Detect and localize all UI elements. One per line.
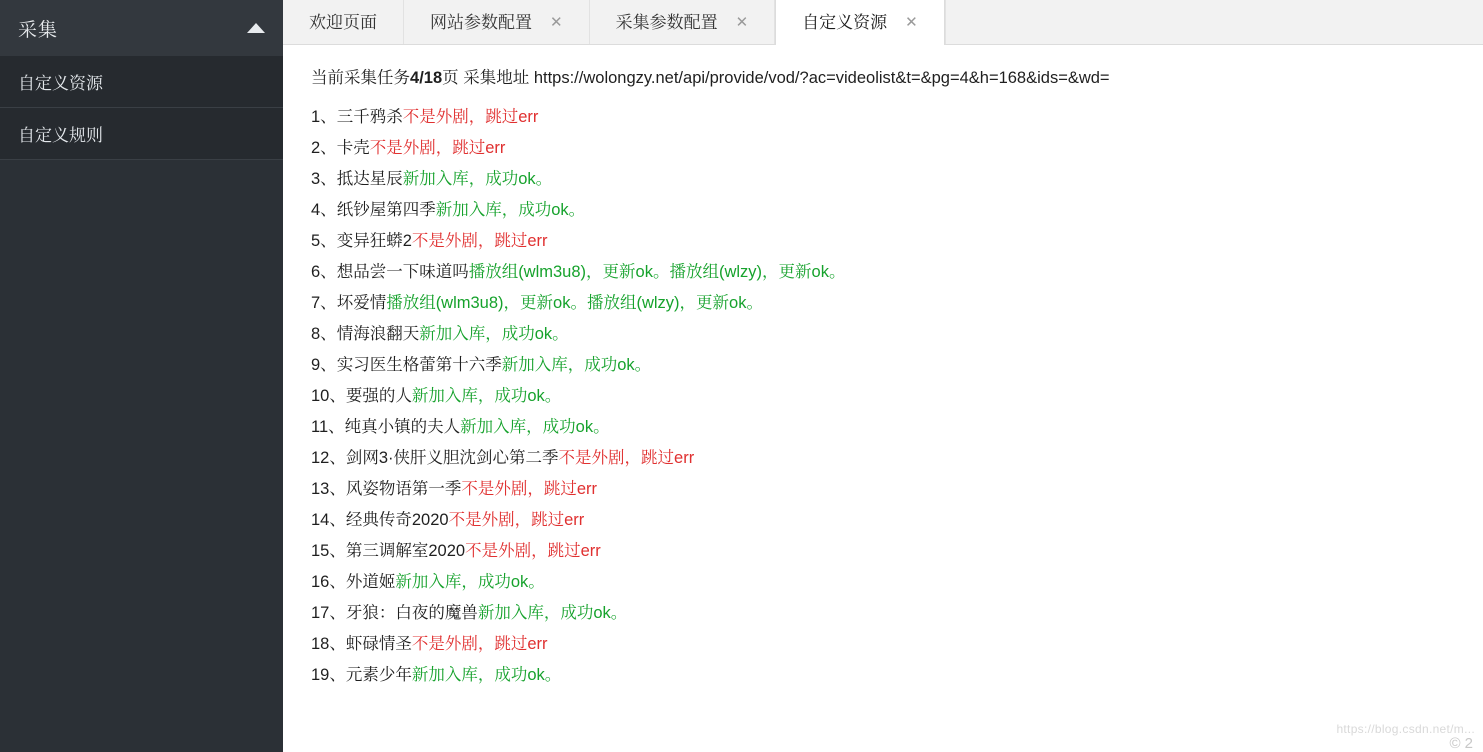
log-title: 牙狼：白夜的魔兽	[345, 604, 478, 623]
log-index: 7、	[311, 294, 337, 313]
log-line	[311, 660, 1453, 691]
log-line	[311, 381, 1453, 412]
sidebar-item-label: 自定义资源	[18, 74, 103, 93]
sidebar-header[interactable]	[0, 0, 283, 56]
log-title: 剑网3·侠肝义胆沈剑心第二季	[345, 449, 559, 468]
log-result: 新加入库，成功ok。	[501, 356, 652, 375]
log-line	[311, 288, 1453, 319]
chevron-up-icon[interactable]	[247, 23, 265, 33]
log-line	[311, 474, 1453, 505]
log-title: 虾碌情圣	[345, 635, 412, 654]
tab-label: 自定义资源	[802, 12, 888, 32]
sidebar-item-custom-resource[interactable]	[0, 56, 283, 107]
tab-welcome[interactable]	[283, 0, 404, 44]
log-title: 第三调解室2020	[345, 542, 466, 561]
status-url: https://wolongzy.net/api/provide/vod/?ac=videolist&t=&pg=4&h=168&ids=&wd=	[533, 69, 1110, 87]
log-result: 播放组(wlm3u8)，更新ok。播放组(wlzy)，更新ok。	[468, 263, 846, 282]
log-index: 9、	[311, 356, 337, 375]
log-index: 19、	[311, 666, 346, 685]
log-title: 情海浪翻天	[336, 325, 420, 344]
sidebar-title: 采集	[18, 19, 59, 41]
log-line	[311, 443, 1453, 474]
log-result: 不是外剧，跳过err	[461, 480, 598, 499]
tab-site-params[interactable]	[404, 0, 590, 44]
tab-label: 采集参数配置	[615, 12, 718, 32]
log-result: 不是外剧，跳过err	[411, 232, 548, 251]
log-title: 实习医生格蕾第十六季	[336, 356, 502, 375]
status-url-label: 采集地址	[463, 69, 530, 87]
tab-custom-resource[interactable]	[775, 0, 945, 44]
log-title: 三千鸦杀	[336, 108, 403, 127]
log-result: 不是外剧，跳过err	[448, 511, 585, 530]
close-icon[interactable]: ✕	[735, 13, 749, 31]
log-index: 6、	[311, 263, 337, 282]
log-result: 新加入库，成功ok。	[477, 604, 628, 623]
tab-bar	[283, 0, 1483, 45]
status-total-pages: 18	[423, 69, 443, 87]
log-line	[311, 629, 1453, 660]
log-title: 风姿物语第一季	[345, 480, 462, 499]
status-separator: /	[419, 69, 424, 87]
log-index: 5、	[311, 232, 337, 251]
log-title: 卡壳	[336, 139, 370, 158]
sidebar	[0, 0, 283, 752]
log-result: 新加入库，成功ok。	[402, 170, 553, 189]
log-title: 经典传奇2020	[345, 511, 449, 530]
log-content	[283, 45, 1483, 691]
log-result: 不是外剧，跳过err	[369, 139, 506, 158]
log-index: 11、	[311, 418, 345, 437]
close-icon[interactable]: ✕	[550, 13, 563, 31]
log-index: 12、	[311, 449, 346, 468]
log-line	[311, 226, 1453, 257]
log-index: 8、	[311, 325, 337, 344]
log-index: 3、	[311, 170, 337, 189]
log-line	[311, 319, 1453, 350]
sidebar-item-custom-rule[interactable]	[0, 108, 283, 159]
log-index: 13、	[311, 480, 346, 499]
task-status-line	[311, 67, 1453, 90]
tab-bar-filler	[945, 0, 1483, 44]
log-index: 17、	[311, 604, 346, 623]
log-title: 纸钞屋第四季	[336, 201, 436, 220]
log-line	[311, 102, 1453, 133]
log-line	[311, 350, 1453, 381]
log-line	[311, 257, 1453, 288]
log-index: 10、	[311, 387, 346, 406]
log-result: 新加入库，成功ok。	[435, 201, 586, 220]
sidebar-item-label: 自定义规则	[18, 126, 103, 145]
log-index: 14、	[311, 511, 346, 530]
log-line	[311, 598, 1453, 629]
watermark-copyright: © 2	[1449, 735, 1473, 752]
log-title: 抵达星辰	[336, 170, 403, 189]
log-result: 新加入库，成功ok。	[460, 418, 610, 437]
close-icon[interactable]: ✕	[905, 13, 918, 31]
log-line	[311, 505, 1453, 536]
status-page-unit: 页	[442, 69, 459, 87]
status-current-page: 4	[410, 69, 420, 87]
tab-collect-params[interactable]	[590, 0, 776, 44]
watermark: https://blog.csdn.net/m...	[1336, 722, 1475, 736]
log-index: 15、	[311, 542, 346, 561]
log-line	[311, 412, 1453, 443]
log-result: 播放组(wlm3u8)，更新ok。播放组(wlzy)，更新ok。	[386, 294, 763, 313]
log-result: 不是外剧，跳过err	[558, 449, 695, 468]
log-result: 不是外剧，跳过err	[402, 108, 539, 127]
log-title: 坏爱情	[336, 294, 387, 313]
log-title: 外道姬	[345, 573, 396, 592]
log-line	[311, 567, 1453, 598]
log-index: 18、	[311, 635, 346, 654]
log-line	[311, 195, 1453, 226]
log-index: 4、	[311, 201, 337, 220]
log-result: 不是外剧，跳过err	[465, 542, 601, 561]
log-result: 新加入库，成功ok。	[419, 325, 569, 344]
log-result: 新加入库，成功ok。	[411, 666, 562, 685]
log-line	[311, 133, 1453, 164]
tab-label: 网站参数配置	[430, 12, 532, 32]
log-title: 要强的人	[345, 387, 412, 406]
log-index: 2、	[311, 139, 337, 158]
log-index: 16、	[311, 573, 346, 592]
status-prefix: 当前采集任务	[311, 69, 410, 87]
tab-label: 欢迎页面	[309, 12, 377, 32]
log-line	[311, 536, 1453, 567]
log-title: 变异狂蟒2	[336, 232, 412, 251]
log-title: 想品尝一下味道吗	[336, 263, 469, 282]
log-panel	[283, 45, 1483, 752]
log-line	[311, 164, 1453, 195]
sidebar-empty-area	[0, 160, 283, 752]
log-result: 新加入库，成功ok。	[395, 573, 545, 592]
log-index: 1、	[311, 108, 337, 127]
log-title: 纯真小镇的夫人	[344, 418, 461, 437]
log-result: 新加入库，成功ok。	[411, 387, 562, 406]
log-title: 元素少年	[345, 666, 412, 685]
log-result: 不是外剧，跳过err	[411, 635, 548, 654]
